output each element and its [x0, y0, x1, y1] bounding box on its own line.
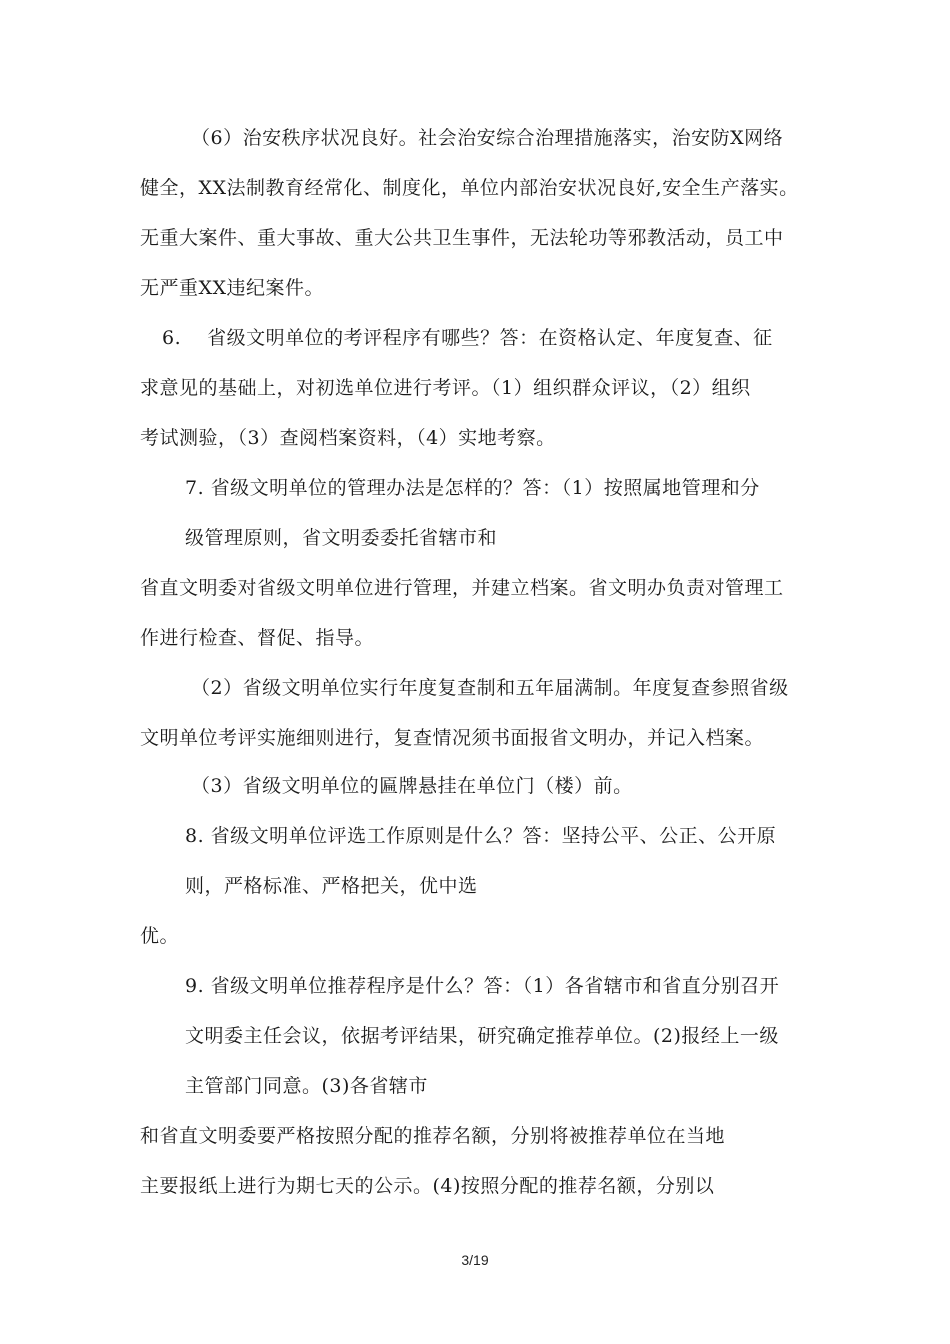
text-line: 8. 省级文明单位评选工作原则是什么？答：坚持公平、公正、公开原 [185, 825, 777, 847]
text-line: 无重大案件、重大事故、重大公共卫生事件，无法轮功等邪教活动，员工中 [140, 227, 784, 249]
text-line: 6. 省级文明单位的考评程序有哪些？答：在资格认定、年度复查、征 [162, 327, 773, 349]
text-line: 级管理原则，省文明委委托省辖市和 [185, 527, 498, 549]
text-line: 健全，XX法制教育经常化、制度化，单位内部治安状况良好,安全生产落实。 [140, 177, 799, 199]
text-line: 作进行检查、督促、指导。 [140, 627, 375, 649]
text-line: 主管部门同意。(3)各省辖市 [185, 1075, 428, 1097]
text-line: 9. 省级文明单位推荐程序是什么？答：（1）各省辖市和省直分别召开 [185, 975, 780, 997]
text-line: （2）省级文明单位实行年度复查制和五年届满制。年度复查参照省级 [191, 677, 789, 699]
text-line: 和省直文明委要严格按照分配的推荐名额，分别将被推荐单位在当地 [140, 1125, 726, 1147]
text-line: 无严重XX违纪案件。 [140, 277, 325, 299]
text-line: 主要报纸上进行为期七天的公示。(4)按照分配的推荐名额，分别以 [140, 1175, 715, 1197]
text-line: 则，严格标准、严格把关，优中选 [185, 875, 478, 897]
text-line: 文明委主任会议，依据考评结果，研究确定推荐单位。(2)报经上一级 [185, 1025, 779, 1047]
page-number: 3/19 [461, 1252, 489, 1268]
text-line: 考试测验，（3）查阅档案资料，（4）实地考察。 [140, 427, 556, 449]
text-line: 优。 [140, 925, 180, 947]
text-line: 省直文明委对省级文明单位进行管理，并建立档案。省文明办负责对管理工 [140, 577, 784, 599]
text-line: 文明单位考评实施细则进行，复查情况须书面报省文明办，并记入档案。 [140, 727, 765, 749]
text-line: 求意见的基础上，对初选单位进行考评。（1）组织群众评议，（2）组织 [140, 377, 751, 399]
text-line: （3）省级文明单位的匾牌悬挂在单位门（楼）前。 [191, 775, 633, 797]
text-line: 7. 省级文明单位的管理办法是怎样的？答：（1）按照属地管理和分 [185, 477, 760, 499]
text-line: （6）治安秩序状况良好。社会治安综合治理措施落实，治安防X网络 [191, 127, 784, 149]
